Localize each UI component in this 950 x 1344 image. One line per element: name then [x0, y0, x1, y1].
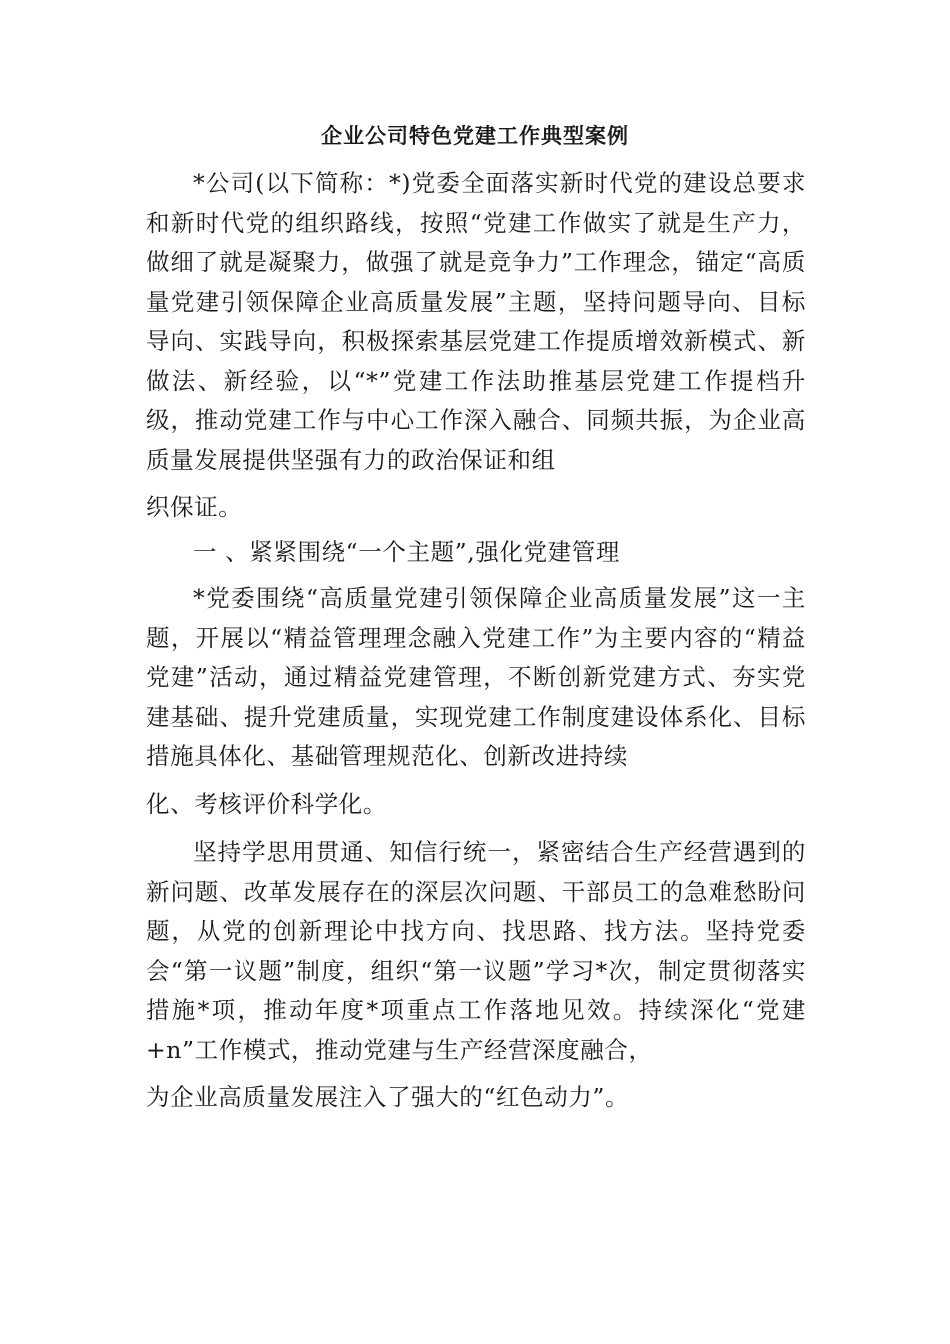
section-1-paragraph-2-tail: 为企业高质量发展注入了强大的“红色动力”。 — [146, 1083, 630, 1111]
section-1-paragraph-1-body: *党委围绕“高质量党建引领保障企业高质量发展”这一主题，开展以“精益管理理念融入党建工作”为主要内容的“精益党建”活动，通过精益党建管理，不断创新党建方式、夯实党建基础、提升党建质量，实现党建工作制度建设体系化、目标措施具体化、基础管理规范化、创新改进持续 — [146, 584, 806, 770]
section-1-paragraph-2-body: 坚持学思用贯通、知信行统一，紧密结合生产经营遇到的新问题、改革发展存在的深层次问题、干部员工的急难愁盼问题，从党的创新理论中找方向、找思路、找方法。坚持党委会“第一议题”制度，组织“第一议题”学习*次，制定贯彻落实措施*项，推动年度*项重点工作落地见效。持续深化“党建+n”工作模式，推动党建与生产经营深度融合， — [146, 838, 806, 1064]
section-1-paragraph-1-tail: 化、考核评价科学化。 — [146, 789, 387, 818]
intro-paragraph-tail: 织保证。 — [146, 493, 243, 521]
intro-paragraph — [146, 164, 806, 528]
section-heading-1: 一 、紧紧围绕“一个主题”,强化党建管理 — [193, 538, 620, 566]
section-1-paragraph-2 — [146, 833, 806, 1118]
intro-paragraph-body: *公司(以下简称：*)党委全面落实新时代党的建设总要求和新时代党的组织路线，按照“党建工作做实了就是生产力，做细了就是凝聚力，做强了就是竞争力”工作理念，锚定“高质量党建引领保障企业高质量发展”主题，坚持问题导向、目标导向、实践导向，积极探索基层党建工作提质增效新模式、新做法、新经验，以“*”党建工作法助推基层党建工作提档升级，推动党建工作与中心工作深入融合、同频共振，为企业高质量发展提供坚强有力的政治保证和组 — [146, 169, 806, 474]
section-1-paragraph-1 — [146, 579, 806, 824]
document-title: 企业公司特色党建工作典型案例 — [321, 123, 629, 148]
